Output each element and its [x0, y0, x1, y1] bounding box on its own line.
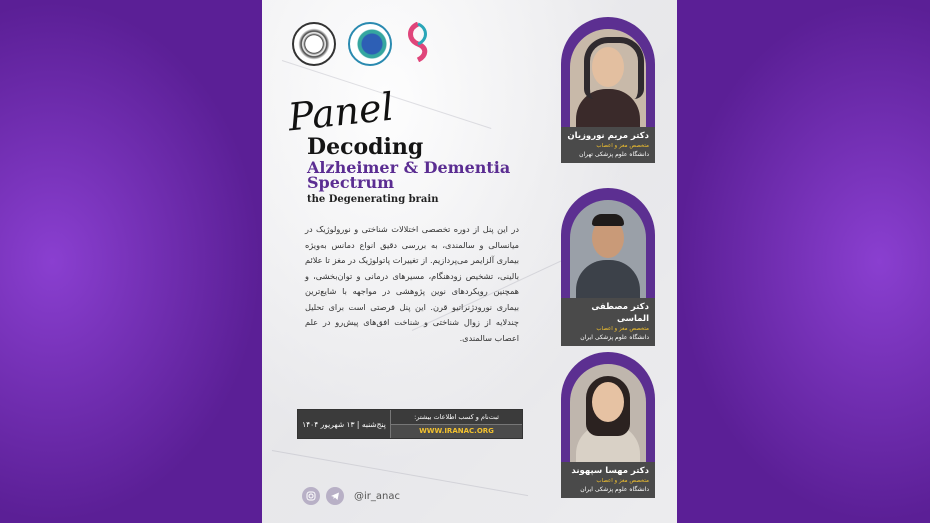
event-date: پنج‌شنبه | ۱۳ شهریور ۱۴۰۴ [298, 410, 391, 438]
speaker-photo [570, 364, 646, 462]
speaker-role: متخصص مغز و اعصاب [596, 143, 649, 149]
speaker-role: متخصص مغز و اعصاب [596, 478, 649, 484]
panel-description: در این پنل از دوره تخصصی اختلالات شناختی و نورولوژیک در میانسالی و سالمندی، به بررسی دقیق انواع دمانس به‌ویژه بیماری آلزایمر می‌پردازیم. از تغییرات پاتولوژیک در مغز تا علائم بالینی، تشخیص زودهنگام، مسیرهای درمانی و توان‌بخشی، و همچنین رویکردهای نوین پژوهشی در مواجهه با شایع‌ترین بیماری نورودژنراتیو قرن. این پنل فرصتی است برای تحلیل چندلایه از زوال شناختی و شناخت افق‌های پیش‌رو در علم اعصاب سالمندی. [305, 224, 519, 343]
speaker-university: دانشگاه علوم پزشکی ایران [580, 486, 649, 493]
event-poster [262, 0, 677, 523]
speaker-photo-frame [561, 352, 655, 462]
title-line-3: the Degenerating brain [307, 194, 439, 205]
social-handle[interactable]: @ir_anac [354, 490, 400, 502]
society-logo-2 [348, 22, 392, 66]
speaker-photo [570, 29, 646, 127]
telegram-icon[interactable] [326, 487, 344, 505]
speaker-name: دکتر مریم نوروزیان [567, 131, 649, 141]
speaker-caption [561, 127, 655, 163]
speaker-photo-frame [561, 17, 655, 127]
speaker-name: دکتر مهسا سپهوند [571, 466, 649, 476]
organizer-logos [292, 22, 432, 66]
instagram-icon[interactable] [302, 487, 320, 505]
social-links [302, 487, 400, 505]
speaker-card-1 [561, 17, 655, 163]
website-link[interactable]: WWW.IRANAC.ORG [391, 425, 522, 439]
speaker-name: دکتر مصطفی الماسی [591, 302, 649, 324]
society-logo-1 [292, 22, 336, 66]
event-info-box [297, 409, 523, 439]
register-label: ثبت‌نام و کسب اطلاعات بیشتر: [391, 410, 522, 425]
speaker-photo-frame [561, 188, 655, 298]
speaker-photo [570, 200, 646, 298]
speaker-card-3 [561, 352, 655, 498]
speaker-card-2 [561, 188, 655, 346]
title-line-2: Alzheimer & Dementia Spectrum [307, 158, 511, 192]
speaker-caption [561, 462, 655, 498]
title-line-1: Decoding [307, 134, 424, 160]
speaker-university: دانشگاه علوم پزشکی ایران [580, 334, 649, 341]
left-purple-background [0, 0, 262, 523]
speaker-role: متخصص مغز و اعصاب [596, 326, 649, 332]
ribbon-logo [404, 22, 432, 66]
panel-script-word: Panel [285, 84, 396, 140]
right-purple-background [677, 0, 930, 523]
speaker-caption [561, 298, 655, 346]
speaker-university: دانشگاه علوم پزشکی تهران [579, 151, 649, 158]
